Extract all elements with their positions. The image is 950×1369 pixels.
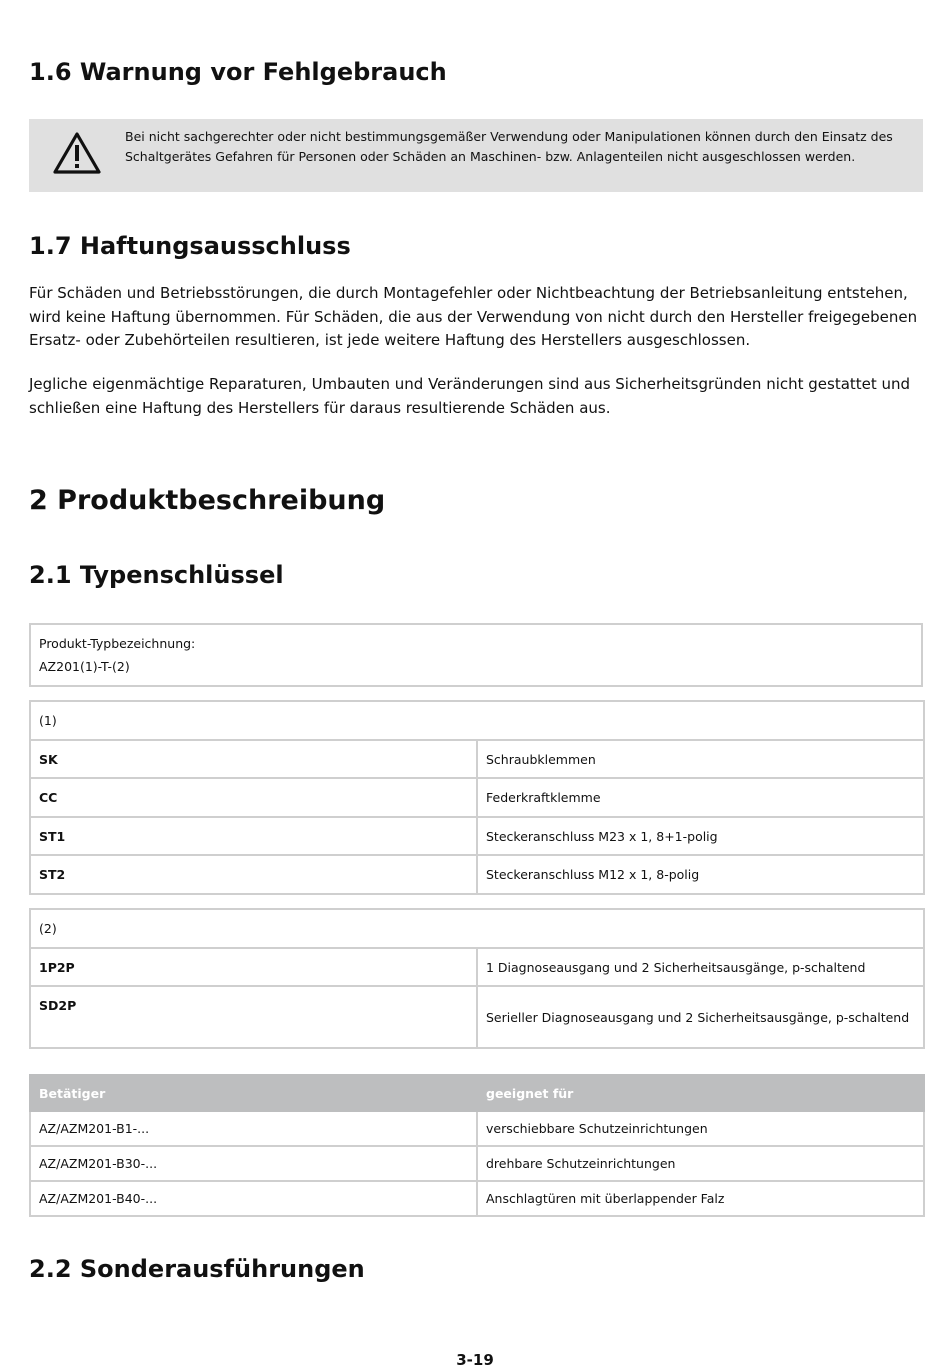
option-description: Steckeranschluss M23 x 1, 8+1-polig <box>477 817 924 855</box>
actuator-type: AZ/AZM201-B1-... <box>30 1111 477 1146</box>
actuator-type: AZ/AZM201-B30-... <box>30 1146 477 1181</box>
type-code-value: AZ201(1)-T-(2) <box>39 659 130 674</box>
actuator-suitable-for: Anschlagtüren mit überlappender Falz <box>477 1181 924 1216</box>
option-code: ST2 <box>30 855 477 894</box>
disclaimer-paragraph-1: Für Schäden und Betriebsstörungen, die durch Montagefehler oder Nichtbeachtung der Betriebsanleitung entstehen, wird keine Haftung übernommen. Für Schäden, die aus der Verwendung von nicht durch den Hersteller freigegebenen Ersatz- oder Zubehörteilen resultieren, ist jede weitere Haftung des Herstellers ausgeschlossen. <box>29 284 918 349</box>
section-title-1-6: 1.6 Warnung vor Fehlgebrauch <box>29 58 447 86</box>
actuator-type: AZ/AZM201-B40-... <box>30 1181 477 1216</box>
table-row <box>30 1181 924 1216</box>
type-code-cell <box>30 624 922 686</box>
section-title-2-2: 2.2 Sonderausführungen <box>29 1255 365 1283</box>
option-table-1 <box>29 700 925 895</box>
type-code-label: Produkt-Typbezeichnung: <box>39 636 196 651</box>
option-description: Federkraftklemme <box>477 778 924 817</box>
section-title-1-7: 1.7 Haftungsausschluss <box>29 232 351 260</box>
option-code: 1P2P <box>30 948 477 986</box>
section-title-2-1: 2.1 Typenschlüssel <box>29 561 284 589</box>
option-table-2 <box>29 908 925 1049</box>
warning-triangle-icon <box>53 131 101 175</box>
table-row <box>30 740 924 778</box>
column-header-suitable-for: geeignet für <box>477 1075 924 1111</box>
option-description: 1 Diagnoseausgang und 2 Sicherheitsausgänge, p-schaltend <box>477 948 924 986</box>
option-code: SK <box>30 740 477 778</box>
table-row <box>30 1111 924 1146</box>
option-code: SD2P <box>30 986 477 1048</box>
table-row <box>30 855 924 894</box>
warning-box <box>29 119 923 192</box>
section-title-2: 2 Produktbeschreibung <box>29 485 386 516</box>
option-description: Serieller Diagnoseausgang und 2 Sicherheitsausgänge, p-schaltend <box>477 986 924 1048</box>
disclaimer-paragraph-2: Jegliche eigenmächtige Reparaturen, Umbauten und Veränderungen sind aus Sicherheitsgründen nicht gestattet und schließen eine Haftung des Herstellers für daraus resultierende Schäden aus. <box>29 375 911 417</box>
table-row <box>30 986 924 1048</box>
actuator-suitable-for: drehbare Schutzeinrichtungen <box>477 1146 924 1181</box>
page-number: 3-19 <box>456 1351 494 1369</box>
warning-text: Bei nicht sachgerechter oder nicht bestimmungsgemäßer Verwendung oder Manipulationen können durch den Einsatz des Schaltgerätes Gefahren für Personen oder Schäden an Maschinen- bzw. Anlagenteilen nicht ausgeschlossen werden. <box>125 129 893 164</box>
option-description: Steckeranschluss M12 x 1, 8-polig <box>477 855 924 894</box>
table-row <box>30 1146 924 1181</box>
table-row <box>30 778 924 817</box>
option-code: ST1 <box>30 817 477 855</box>
column-header-actuator: Betätiger <box>30 1075 477 1111</box>
type-code-table <box>29 623 923 687</box>
table-header: (1) <box>30 701 924 740</box>
table-row <box>30 817 924 855</box>
table-header: (2) <box>30 909 924 948</box>
actuator-suitable-for: verschiebbare Schutzeinrichtungen <box>477 1111 924 1146</box>
option-code: CC <box>30 778 477 817</box>
actuator-table <box>29 1074 925 1217</box>
table-row <box>30 948 924 986</box>
option-description: Schraubklemmen <box>477 740 924 778</box>
